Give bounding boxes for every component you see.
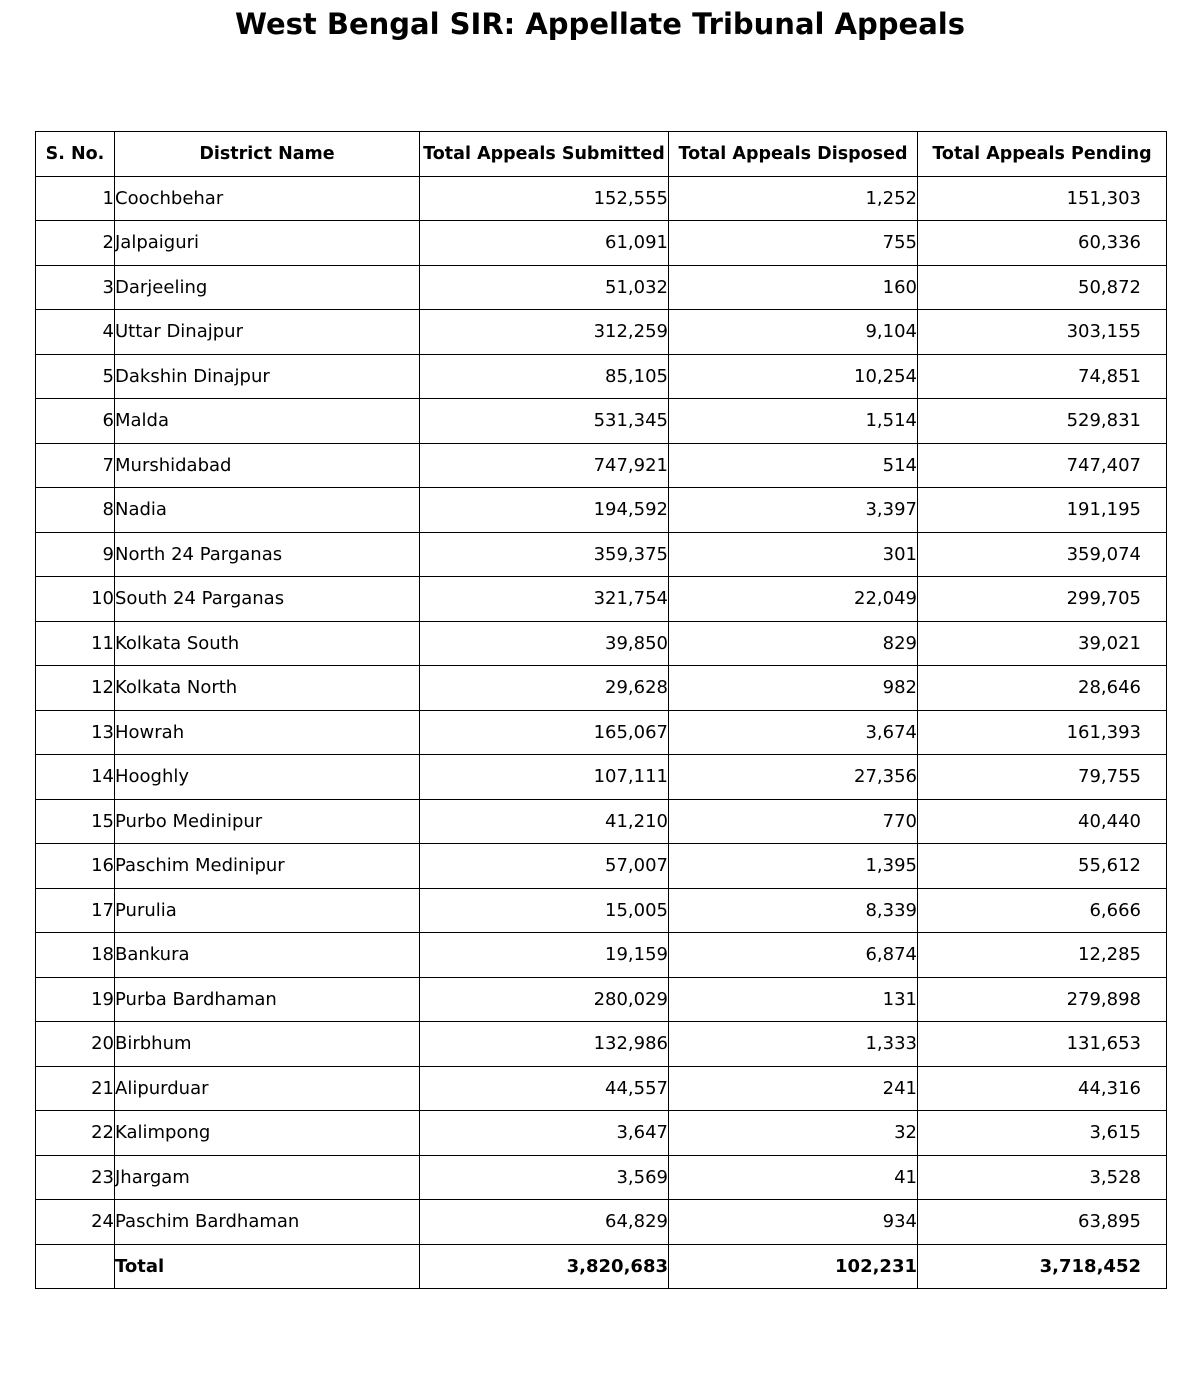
cell-district-name: Bankura: [115, 933, 420, 978]
table-header-row: [36, 132, 1167, 177]
cell-total-disposed: 102,231: [669, 1244, 918, 1289]
table-row: [36, 888, 1167, 933]
header-total-appeals-pending: Total Appeals Pending: [918, 132, 1167, 177]
table-row: [36, 1111, 1167, 1156]
cell-total-submitted: 41,210: [420, 799, 669, 844]
cell-district-name: Kolkata South: [115, 621, 420, 666]
cell-total-disposed: 32: [669, 1111, 918, 1156]
cell-sno: [36, 1244, 115, 1289]
table-row: [36, 310, 1167, 355]
cell-district-name: Kolkata North: [115, 666, 420, 711]
cell-district-name: Paschim Bardhaman: [115, 1200, 420, 1245]
cell-total-submitted: 57,007: [420, 844, 669, 889]
table-row: [36, 532, 1167, 577]
cell-total-submitted: 107,111: [420, 755, 669, 800]
cell-sno: 13: [36, 710, 115, 755]
cell-sno: 15: [36, 799, 115, 844]
cell-total-disposed: 27,356: [669, 755, 918, 800]
cell-total-pending: 74,851: [918, 354, 1167, 399]
cell-total-disposed: 982: [669, 666, 918, 711]
cell-district-name: Dakshin Dinajpur: [115, 354, 420, 399]
cell-total-pending: 44,316: [918, 1066, 1167, 1111]
table-row: [36, 1022, 1167, 1067]
cell-sno: 18: [36, 933, 115, 978]
cell-sno: 20: [36, 1022, 115, 1067]
cell-total-submitted: 51,032: [420, 265, 669, 310]
cell-district-name: Paschim Medinipur: [115, 844, 420, 889]
cell-district-name: Jhargam: [115, 1155, 420, 1200]
cell-district-name: Purba Bardhaman: [115, 977, 420, 1022]
cell-total-pending: 529,831: [918, 399, 1167, 444]
cell-total-pending: 63,895: [918, 1200, 1167, 1245]
cell-district-name: Darjeeling: [115, 265, 420, 310]
cell-total-disposed: 160: [669, 265, 918, 310]
cell-district-name: Purbo Medinipur: [115, 799, 420, 844]
table-row: [36, 844, 1167, 889]
cell-total-disposed: 514: [669, 443, 918, 488]
cell-total-pending: 39,021: [918, 621, 1167, 666]
table-total-row: [36, 1244, 1167, 1289]
table-row: [36, 265, 1167, 310]
cell-total-submitted: 194,592: [420, 488, 669, 533]
cell-total-disposed: 8,339: [669, 888, 918, 933]
table-row: [36, 933, 1167, 978]
cell-total-disposed: 1,395: [669, 844, 918, 889]
cell-sno: 2: [36, 221, 115, 266]
cell-district-name: South 24 Parganas: [115, 577, 420, 622]
cell-sno: 6: [36, 399, 115, 444]
cell-sno: 11: [36, 621, 115, 666]
table-row: [36, 443, 1167, 488]
cell-district-name: Alipurduar: [115, 1066, 420, 1111]
appeals-table: [35, 131, 1167, 1289]
cell-total-submitted: 3,647: [420, 1111, 669, 1156]
cell-total-submitted: 312,259: [420, 310, 669, 355]
cell-sno: 14: [36, 755, 115, 800]
cell-total-pending: 12,285: [918, 933, 1167, 978]
cell-total-submitted: 132,986: [420, 1022, 669, 1067]
table-row: [36, 977, 1167, 1022]
cell-total-submitted: 85,105: [420, 354, 669, 399]
cell-total-pending: 279,898: [918, 977, 1167, 1022]
cell-total-disposed: 301: [669, 532, 918, 577]
table-row: [36, 1155, 1167, 1200]
header-total-appeals-disposed: Total Appeals Disposed: [669, 132, 918, 177]
cell-total-pending: 28,646: [918, 666, 1167, 711]
cell-total-disposed: 3,397: [669, 488, 918, 533]
table-row: [36, 799, 1167, 844]
cell-sno: 17: [36, 888, 115, 933]
cell-total-submitted: 531,345: [420, 399, 669, 444]
cell-total-disposed: 829: [669, 621, 918, 666]
cell-total-pending: 747,407: [918, 443, 1167, 488]
cell-total-pending: 3,615: [918, 1111, 1167, 1156]
page-title: West Bengal SIR: Appellate Tribunal Appeals: [235, 7, 965, 41]
cell-total-pending: 3,528: [918, 1155, 1167, 1200]
cell-district-name: Jalpaiguri: [115, 221, 420, 266]
cell-total-pending: 359,074: [918, 532, 1167, 577]
cell-total-disposed: 934: [669, 1200, 918, 1245]
cell-total-disposed: 1,514: [669, 399, 918, 444]
table-row: [36, 176, 1167, 221]
cell-district-name: Uttar Dinajpur: [115, 310, 420, 355]
table-row: [36, 488, 1167, 533]
cell-total-submitted: 19,159: [420, 933, 669, 978]
cell-total-submitted: 39,850: [420, 621, 669, 666]
cell-total-submitted: 280,029: [420, 977, 669, 1022]
table-row: [36, 1066, 1167, 1111]
cell-district-name: Purulia: [115, 888, 420, 933]
cell-sno: 16: [36, 844, 115, 889]
cell-total-disposed: 3,674: [669, 710, 918, 755]
cell-total-disposed: 41: [669, 1155, 918, 1200]
cell-district-name: Murshidabad: [115, 443, 420, 488]
header-district-name: District Name: [115, 132, 420, 177]
table-row: [36, 1200, 1167, 1245]
cell-total-submitted: 15,005: [420, 888, 669, 933]
cell-total-pending: 79,755: [918, 755, 1167, 800]
cell-sno: 9: [36, 532, 115, 577]
header-sno: S. No.: [36, 132, 115, 177]
cell-district-name: Coochbehar: [115, 176, 420, 221]
cell-district-name: Malda: [115, 399, 420, 444]
cell-total-pending: 151,303: [918, 176, 1167, 221]
table-row: [36, 666, 1167, 711]
cell-total-disposed: 1,333: [669, 1022, 918, 1067]
cell-sno: 3: [36, 265, 115, 310]
table-row: [36, 577, 1167, 622]
table-row: [36, 354, 1167, 399]
cell-total-disposed: 6,874: [669, 933, 918, 978]
cell-total-pending: 6,666: [918, 888, 1167, 933]
cell-total-pending: 55,612: [918, 844, 1167, 889]
cell-total-pending: 3,718,452: [918, 1244, 1167, 1289]
cell-total-submitted: 29,628: [420, 666, 669, 711]
cell-sno: 7: [36, 443, 115, 488]
cell-district-name: Howrah: [115, 710, 420, 755]
cell-sno: 8: [36, 488, 115, 533]
cell-sno: 21: [36, 1066, 115, 1111]
cell-district-name: North 24 Parganas: [115, 532, 420, 577]
cell-sno: 23: [36, 1155, 115, 1200]
table-row: [36, 399, 1167, 444]
cell-total-submitted: 64,829: [420, 1200, 669, 1245]
cell-total-disposed: 9,104: [669, 310, 918, 355]
cell-total-submitted: 152,555: [420, 176, 669, 221]
cell-sno: 19: [36, 977, 115, 1022]
table-row: [36, 221, 1167, 266]
cell-total-pending: 50,872: [918, 265, 1167, 310]
table-row: [36, 621, 1167, 666]
cell-total-disposed: 770: [669, 799, 918, 844]
cell-total-submitted: 359,375: [420, 532, 669, 577]
cell-total-submitted: 44,557: [420, 1066, 669, 1111]
cell-sno: 22: [36, 1111, 115, 1156]
cell-total-disposed: 131: [669, 977, 918, 1022]
cell-total-submitted: 3,569: [420, 1155, 669, 1200]
cell-district-name: Hooghly: [115, 755, 420, 800]
cell-total-pending: 191,195: [918, 488, 1167, 533]
cell-total-disposed: 10,254: [669, 354, 918, 399]
cell-total-disposed: 22,049: [669, 577, 918, 622]
cell-sno: 12: [36, 666, 115, 711]
cell-sno: 1: [36, 176, 115, 221]
cell-total-pending: 131,653: [918, 1022, 1167, 1067]
cell-total-disposed: 241: [669, 1066, 918, 1111]
cell-total-pending: 60,336: [918, 221, 1167, 266]
table-row: [36, 755, 1167, 800]
table-row: [36, 710, 1167, 755]
cell-total-submitted: 321,754: [420, 577, 669, 622]
cell-district-name: Birbhum: [115, 1022, 420, 1067]
cell-total-pending: 299,705: [918, 577, 1167, 622]
cell-sno: 24: [36, 1200, 115, 1245]
cell-district-name: Kalimpong: [115, 1111, 420, 1156]
cell-total-submitted: 3,820,683: [420, 1244, 669, 1289]
cell-total-submitted: 61,091: [420, 221, 669, 266]
header-total-appeals-submitted: Total Appeals Submitted: [420, 132, 669, 177]
cell-total-disposed: 1,252: [669, 176, 918, 221]
cell-total-disposed: 755: [669, 221, 918, 266]
cell-total-submitted: 165,067: [420, 710, 669, 755]
cell-district-name: Total: [115, 1244, 420, 1289]
cell-sno: 4: [36, 310, 115, 355]
cell-district-name: Nadia: [115, 488, 420, 533]
cell-sno: 5: [36, 354, 115, 399]
cell-total-pending: 40,440: [918, 799, 1167, 844]
cell-total-pending: 161,393: [918, 710, 1167, 755]
cell-total-submitted: 747,921: [420, 443, 669, 488]
cell-total-pending: 303,155: [918, 310, 1167, 355]
cell-sno: 10: [36, 577, 115, 622]
